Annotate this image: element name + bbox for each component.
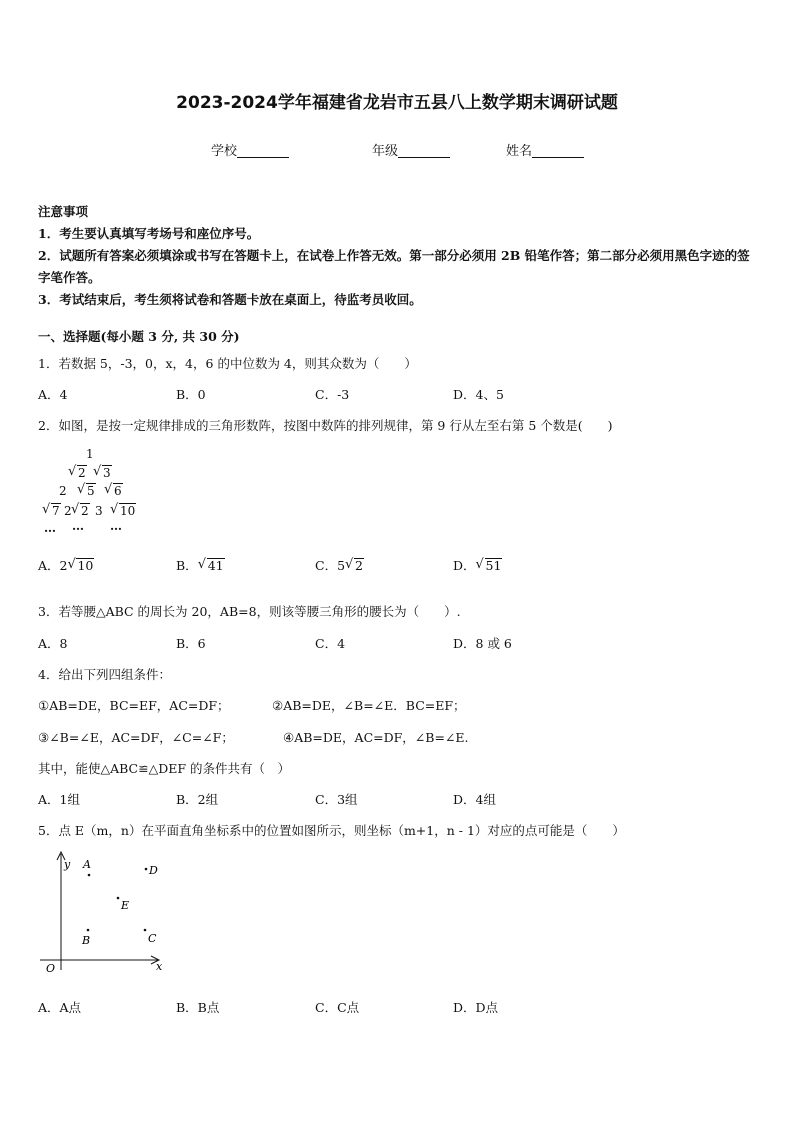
note-item: 1．考生要认真填写考场号和座位序号。 bbox=[38, 226, 260, 241]
q4-condition-1: ①AB=DE，BC=EF，AC=DF； bbox=[38, 698, 230, 713]
school-field bbox=[211, 140, 289, 159]
q4-option-a: A．1组 bbox=[38, 792, 80, 807]
q4-condition-2: ②AB=DE，∠B=∠E．BC=EF； bbox=[272, 698, 466, 713]
q4-option-c: C．3组 bbox=[315, 792, 358, 807]
q3-option-c: C．4 bbox=[315, 636, 346, 651]
array-cell: √ 6 bbox=[104, 483, 123, 498]
coordinate-plane-figure bbox=[30, 848, 180, 980]
array-cell: 2 bbox=[59, 484, 67, 498]
point-e bbox=[117, 897, 120, 900]
name-blank bbox=[532, 143, 584, 158]
point-a bbox=[88, 874, 91, 877]
grade-field bbox=[372, 140, 450, 159]
q1-option-b: B．0 bbox=[176, 387, 206, 402]
point-e-label: E bbox=[121, 899, 130, 912]
x-axis-label: x bbox=[156, 960, 163, 973]
array-cell: 2 bbox=[64, 504, 72, 518]
triangle-number-array bbox=[38, 445, 148, 540]
y-axis-label: y bbox=[64, 858, 71, 871]
array-cell: √ 5 bbox=[77, 483, 96, 498]
q1-option-a: A．4 bbox=[38, 387, 68, 402]
grade-label: 年级 bbox=[372, 144, 399, 159]
q1-option-c: C．-3 bbox=[315, 387, 350, 402]
question-5-stem: 5．点 E（m，n）在平面直角坐标系中的位置如图所示，则坐标（m+1，n - 1）对应的点可能是（ ） bbox=[38, 823, 625, 838]
note-item: 3．考试结束后，考生须将试卷和答题卡放在桌面上，待监考员收回。 bbox=[38, 292, 422, 307]
q5-option-b: B．B点 bbox=[176, 1000, 220, 1015]
name-field bbox=[506, 140, 584, 159]
q5-option-d: D．D点 bbox=[453, 1000, 499, 1015]
point-d bbox=[145, 868, 148, 871]
array-cell: √ 10 bbox=[110, 503, 136, 518]
q3-option-a: A．8 bbox=[38, 636, 68, 651]
point-d-label: D bbox=[149, 864, 158, 877]
question-4-stem: 4．给出下列四组条件： bbox=[38, 667, 171, 682]
ellipsis: … bbox=[72, 519, 84, 533]
q4-condition-4: ④AB=DE，AC=DF，∠B=∠E. bbox=[283, 730, 469, 745]
q4-option-b: B．2组 bbox=[176, 792, 219, 807]
array-cell: √ 3 bbox=[93, 465, 112, 480]
page-title: 2023-2024学年福建省龙岩市五县八上数学期末调研试题 bbox=[176, 93, 618, 113]
ellipsis: … bbox=[44, 521, 56, 535]
array-cell: 3 bbox=[95, 504, 103, 518]
array-cell: √ 7 bbox=[42, 503, 61, 518]
array-cell: √ 2 bbox=[68, 465, 87, 480]
grade-blank bbox=[398, 143, 450, 158]
q5-option-a: A．A点 bbox=[38, 1000, 82, 1015]
note-item: 2．试题所有答案必须填涂或书写在答题卡上，在试卷上作答无效。第一部分必须用 2B 铅笔作答；第二部分必须用黑色字迹的签字笔作答。 bbox=[38, 248, 750, 285]
point-b bbox=[87, 929, 90, 932]
question-2-stem: 2．如图，是按一定规律排成的三角形数阵，按图中数阵的排列规律，第 9 行从左至右第 5 个数是( ) bbox=[38, 418, 613, 433]
q3-option-b: B．6 bbox=[176, 636, 206, 651]
q1-option-d: D．4、5 bbox=[453, 387, 504, 402]
name-label: 姓名 bbox=[506, 144, 533, 159]
section-heading: 一、选择题(每小题 3 分, 共 30 分) bbox=[38, 329, 240, 344]
point-b-label: B bbox=[82, 934, 91, 947]
ellipsis: … bbox=[110, 519, 122, 533]
array-cell: 1 bbox=[86, 447, 94, 461]
question-1-stem: 1．若数据 5，-3，0，x，4，6 的中位数为 4，则其众数为（ ） bbox=[38, 356, 417, 371]
q2-option-c: C．5√ 2 bbox=[315, 556, 364, 574]
notes-heading: 注意事项 bbox=[38, 204, 89, 219]
school-label: 学校 bbox=[211, 144, 238, 159]
q4-condition-3: ③∠B=∠E，AC=DF，∠C=∠F； bbox=[38, 730, 234, 745]
q3-option-d: D．8 或 6 bbox=[453, 636, 512, 651]
q2-option-a: A．2√ 10 bbox=[38, 556, 94, 574]
point-a-label: A bbox=[83, 858, 91, 871]
school-blank bbox=[237, 143, 289, 158]
q5-option-c: C．C点 bbox=[315, 1000, 360, 1015]
q2-option-d: D．√ 51 bbox=[453, 556, 502, 574]
q4-question: 其中，能使△ABC≌△DEF 的条件共有（ ） bbox=[38, 761, 291, 776]
array-cell: √ 2 bbox=[71, 503, 90, 518]
q2-option-b: B．√ 41 bbox=[176, 556, 225, 574]
point-c-label: C bbox=[148, 932, 157, 945]
question-3-stem: 3．若等腰△ABC 的周长为 20，AB=8，则该等腰三角形的腰长为（ ）. bbox=[38, 604, 461, 619]
q4-option-d: D．4组 bbox=[453, 792, 496, 807]
origin-label: O bbox=[46, 962, 56, 975]
point-c bbox=[144, 929, 147, 932]
notes-block bbox=[38, 201, 758, 311]
